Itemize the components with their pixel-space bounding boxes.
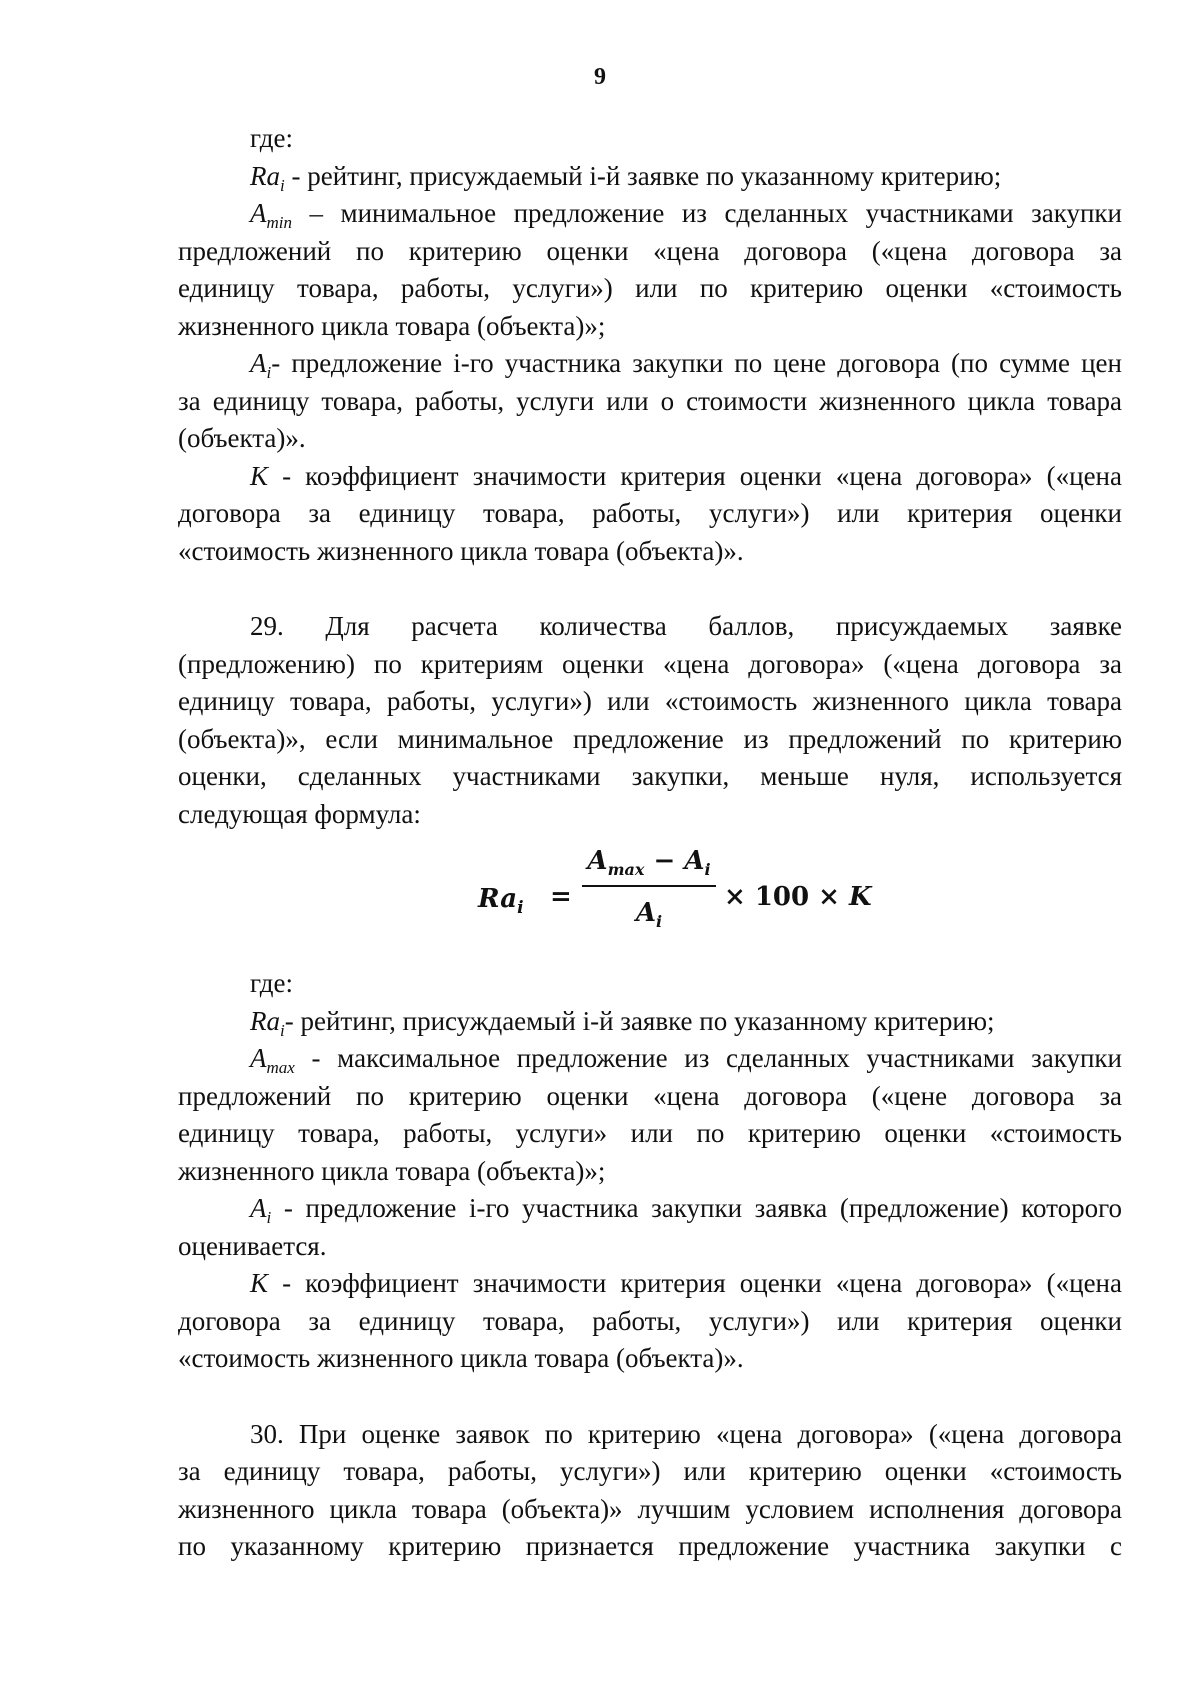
definition-amax-text-3: единицу товара, работы, услуги» или по критерию оценки «стоимость [178,1118,1122,1148]
formula-num-b-subscript: i [704,860,711,879]
item-30-line-3: жизненного цикла товара (объекта)» лучшим условием исполнения договора [178,1493,1122,1524]
formula-lhs-subscript: i [517,898,524,918]
definition-k-2-text-2: договора за единицу товара, работы, услуги») или критерия оценки [178,1305,1122,1336]
paragraph-spacer-2 [178,1378,1122,1416]
fraction-bar [582,885,716,887]
symbol-amin: A [250,198,267,228]
formula-numerator [582,841,716,881]
paragraph-spacer [178,570,1122,608]
symbol-k: К [250,460,268,491]
formula-num-a: A [587,846,608,876]
definition-k [178,458,1122,496]
formula-equals: = [550,882,572,912]
symbol-ai-2: A [250,1193,267,1223]
formula-multipliers [724,879,872,917]
item-29-line-2: (предложению) по критериям оценки «цена договора» («цена договора за [178,648,1122,679]
formula-k: K [849,882,872,912]
formula-denominator [582,893,716,933]
definition-amin-text-4: жизненного цикла товара (объекта)»; [178,310,606,341]
definition-amax [178,1040,1122,1078]
formula-num-b: A [684,846,705,876]
symbol-k-2: К [250,1268,268,1298]
where-label: где: [250,123,293,153]
formula-times-1: × [724,882,755,912]
symbol-amax: A [250,1043,267,1073]
definition-k-text-3: «стоимость жизненного цикла товара (объекта)». [178,535,744,566]
symbol-ra-subscript: i [280,175,285,195]
definition-amin-text-1: – минимальное предложение из сделанных участниками закупки [292,198,1122,228]
formula-hundred: 100 [754,882,810,912]
definition-amin-text-3: единицу товара, работы, услуги») или по критерию оценки «стоимость [178,273,1122,303]
formula-num-a-subscript: max [607,860,645,879]
definition-amax-text-2: предложений по критерию оценки «цена договора («цене договора за [178,1080,1122,1111]
formula-lhs [478,881,524,928]
formula-minus: − [644,846,685,876]
definition-ra-text: - рейтинг, присуждаемый i-й заявке по указанному критерию; [284,160,1002,191]
symbol-ai: A [250,348,267,378]
formula-lhs-symbol: Ra [478,884,518,914]
document-body [178,120,1122,1566]
definition-ai-text-1: - предложение i-го участника закупки по цене договора (по сумме цен [271,348,1122,378]
definition-ra-2-text: - рейтинг, присуждаемый i-й заявке по указанному критерию; [284,1005,995,1036]
definition-ra-2 [178,1003,1122,1041]
item-29-line-3: единицу товара, работы, услуги») или «стоимость жизненного цикла товара [178,686,1122,716]
rating-formula [178,837,1122,965]
item-30-line-2: за единицу товара, работы, услуги») или критерию оценки «стоимость [178,1456,1122,1486]
item-29-line-5: оценки, сделанных участниками закупки, меньше нуля, используется [178,761,1122,791]
item-30-line-4: по указанному критерию признается предложение участника закупки с [178,1531,1122,1561]
item-29-line-1: 29. Для расчета количества баллов, присуждаемых заявке [250,611,1122,641]
definition-amin-text-2: предложений по критерию оценки «цена договора («цена договора за [178,235,1122,266]
definition-ai-2-text-1: - предложение i-го участника закупки заявка (предложение) которого [271,1193,1122,1223]
definition-ra [178,158,1122,196]
where-label-2: где: [250,968,293,998]
formula-fraction [582,841,716,933]
definition-amax-text-4: жизненного цикла товара (объекта)»; [178,1155,606,1186]
page-number: 9 [594,64,606,90]
definition-k-text-2: договора за единицу товара, работы, услуги») или критерия оценки [178,498,1122,528]
formula-den-a: A [635,898,657,928]
symbol-ra-2-subscript: i [280,1020,285,1040]
definition-amax-text-1: - максимальное предложение из сделанных участниками закупки [294,1043,1122,1073]
definition-amin [178,195,1122,233]
item-29-line-4: (объекта)», если минимальное предложение из предложений по критерию [178,723,1122,754]
item-30-line-1: 30. При оценке заявок по критерию «цена договора» («цена договора [250,1418,1122,1449]
symbol-ai-subscript: i [266,363,272,382]
definition-k-2-text-1: - коэффициент значимости критерия оценки «цена договора» («цена [267,1268,1122,1298]
definition-k-text-1: - коэффициент значимости критерия оценки «цена договора» («цена [267,460,1122,491]
formula-times-2: × [809,882,850,912]
definition-ai-2 [178,1190,1122,1228]
definition-ai-text-2: за единицу товара, работы, услуги или о стоимости жизненного цикла товара [178,385,1122,416]
symbol-ai-2-subscript: i [266,1208,272,1227]
symbol-ra-2: Ra [250,1005,280,1036]
definition-ai-2-text-2: оценивается. [178,1230,327,1261]
definition-ai [178,345,1122,383]
symbol-amax-subscript: max [266,1058,295,1077]
formula-den-subscript: i [656,912,663,931]
definition-k-2-text-3: «стоимость жизненного цикла товара (объекта)». [178,1343,744,1373]
item-29-line-6: следующая формула: [178,798,421,829]
symbol-ra: Ra [250,160,280,191]
definition-ai-text-3: (объекта)». [178,423,306,453]
symbol-amin-subscript: min [266,213,292,232]
definition-k-2 [178,1265,1122,1303]
